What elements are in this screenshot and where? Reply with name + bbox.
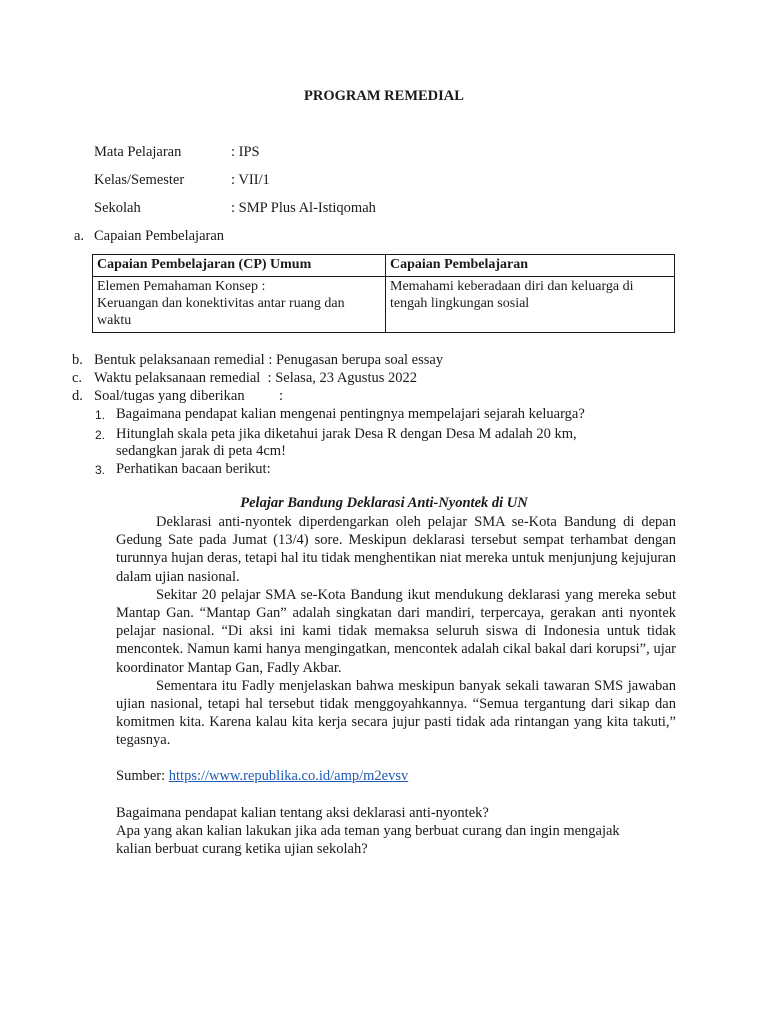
section-a-marker: a. [74,228,85,244]
question-3-number: 3. [95,463,106,477]
cp-element-label: Elemen Pemahaman Konsep : [97,279,266,294]
cp-table-cell-specific: Memahami keberadaan diri dan keluarga di tengah lingkungan sosial [386,277,675,333]
section-c-marker: c. [72,370,83,386]
cp-table-row [93,277,675,333]
followup-question-2: Apa yang akan kalian lakukan jika ada teman yang berbuat curang dan ingin mengajak [116,823,620,839]
article-paragraph: Sekitar 20 pelajar SMA se-Kota Bandung ikut mendukung deklarasi yang mereka sebut Mantap Gan. “Mantap Gan” adalah singkatan dari mandiri, terpercaya, gerakan anti nyontek pelajar nasional. “Di aksi ini kami tidak memaksa seluruh siswa di Indonesia untuk tidak mencontek. Namun kami hanya mengingatkan, mencontek adalah cikal bakal dari korupsi”, ujar koordinator Mantap Gan, Fadly Akbar. [116,586,676,676]
article-source [116,768,408,785]
source-label: Sumber: [116,768,169,784]
cp-table-header-general: Capaian Pembelajaran (CP) Umum [93,255,386,277]
section-a-label: Capaian Pembelajaran [94,228,225,244]
section-d-text: Soal/tugas yang diberikan [94,388,245,404]
cp-table-header-specific: Capaian Pembelajaran [386,255,675,277]
article-body [116,513,676,750]
subject-value: : IPS [231,144,260,160]
cp-table-cell-general [93,277,386,333]
cp-table-header-row [93,255,675,277]
question-3-text: Perhatikan bacaan berikut: [116,461,271,477]
article-title: Pelajar Bandung Deklarasi Anti-Nyontek di UN [240,495,528,511]
section-b-marker: b. [72,352,83,368]
question-1-number: 1. [95,408,106,422]
cp-table [92,254,675,333]
article-paragraph: Deklarasi anti-nyontek diperdengarkan oleh pelajar SMA se-Kota Bandung di depan Gedung Sate pada Jumat (13/4) sore. Meskipun deklarasi tersebut sempat terhambat dengan turunnya hujan deras, tetapi hal itu tidak menghentikan niat mereka untuk menjunjung kejujuran dalam ujian nasional. [116,514,676,585]
followup-question-2-cont: kalian berbuat curang ketika ujian sekolah? [116,841,368,857]
page-title: PROGRAM REMEDIAL [304,88,464,104]
cp-element-text: Keruangan dan konektivitas antar ruang dan waktu [97,296,345,328]
class-label: Kelas/Semester [94,172,185,188]
question-2-text: Hitunglah skala peta jika diketahui jarak Desa R dengan Desa M adalah 20 km, [116,426,577,442]
article-paragraph: Sementara itu Fadly menjelaskan bahwa meskipun banyak sekali tawaran SMS jawaban ujian nasional, tetapi hal tersebut tidak menggoyahkannya. “Semua tergantung dari sikap dan komitmen kita. Karena kalau kita kerja secara jujur pasti tidak ada rintangan yang kita takuti,” tegasnya. [116,677,676,749]
class-value: : VII/1 [231,172,270,188]
school-label: Sekolah [94,200,141,216]
source-link[interactable]: https://www.republika.co.id/amp/m2evsv [168,768,409,784]
school-value: : SMP Plus Al-Istiqomah [231,200,376,216]
question-2-number: 2. [95,428,106,442]
section-d-marker: d. [72,388,83,404]
subject-label: Mata Pelajaran [94,144,182,160]
question-2-text-cont: sedangkan jarak di peta 4cm! [116,443,286,459]
section-b-text: Bentuk pelaksanaan remedial : Penugasan berupa soal essay [94,352,444,368]
followup-question-1: Bagaimana pendapat kalian tentang aksi deklarasi anti-nyontek? [116,805,489,821]
section-d-colon: : [279,388,284,404]
section-c-text: Waktu pelaksanaan remedial : Selasa, 23 Agustus 2022 [94,370,417,386]
question-1-text: Bagaimana pendapat kalian mengenai pentingnya mempelajari sejarah keluarga? [116,406,585,422]
